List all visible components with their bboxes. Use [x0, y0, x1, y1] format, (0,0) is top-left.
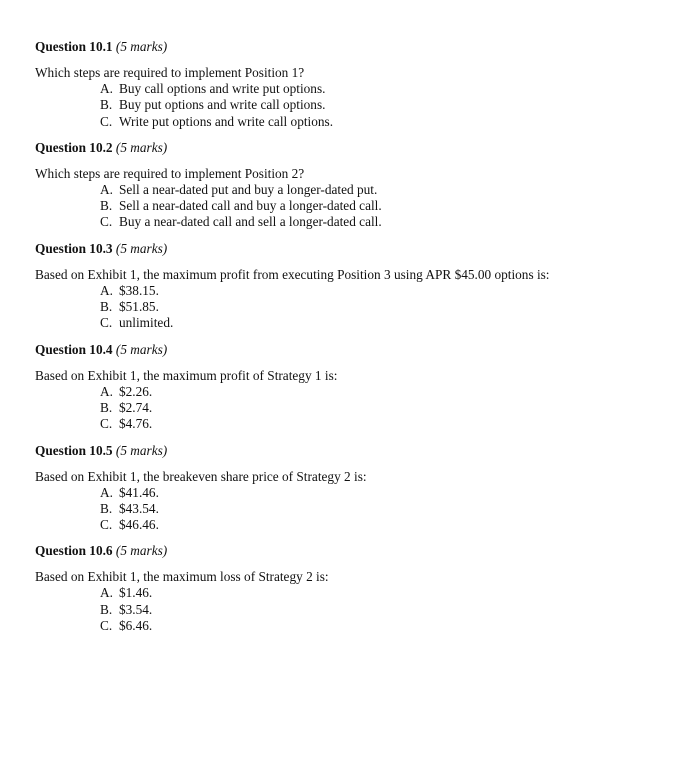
answer-option [35, 501, 675, 517]
option-text: $6.46. [119, 618, 153, 634]
answer-option [35, 416, 675, 432]
option-letter: C. [100, 618, 113, 634]
option-letter: A. [100, 585, 113, 601]
option-text: $2.26. [119, 383, 153, 399]
option-text: $2.74. [119, 399, 153, 415]
option-letter: A. [100, 383, 113, 399]
question-marks: (5 marks) [115, 39, 168, 54]
option-text: $41.46. [119, 484, 159, 500]
option-letter: B. [100, 500, 113, 516]
option-letter: B. [100, 399, 113, 415]
answer-option [35, 97, 675, 113]
question-block [35, 542, 675, 634]
question-block [35, 38, 675, 130]
question-heading [35, 240, 675, 258]
option-letter: C. [100, 113, 113, 129]
question-marks: (5 marks) [115, 139, 168, 155]
document-page [35, 38, 675, 643]
question-heading [35, 341, 675, 359]
option-text: $4.76. [119, 416, 153, 432]
answer-option [35, 182, 675, 198]
question-block [35, 341, 675, 433]
option-text: Buy a near-dated call and sell a longer-dated call. [119, 214, 382, 230]
question-heading [35, 139, 675, 157]
question-stem: Which steps are required to implement Position 2? [35, 165, 305, 181]
answer-option [35, 114, 675, 130]
question-stem: Based on Exhibit 1, the breakeven share price of Strategy 2 is: [35, 468, 367, 484]
question-number: Question 10.6 [35, 543, 113, 559]
answer-option [35, 602, 675, 618]
option-letter: C. [100, 315, 113, 331]
question-number: Question 10.5 [35, 442, 113, 458]
option-text: Sell a near-dated call and buy a longer-dated call. [119, 198, 382, 214]
option-letter: B. [100, 97, 113, 113]
option-text: Buy call options and write put options. [119, 81, 326, 96]
question-heading [35, 38, 675, 56]
option-letter: B. [100, 601, 113, 617]
answer-option [35, 618, 675, 634]
answer-option [35, 585, 675, 601]
question-marks: (5 marks) [115, 341, 168, 357]
option-text: $3.54. [119, 601, 153, 617]
option-letter: A. [100, 484, 113, 500]
answer-option [35, 299, 675, 315]
option-text: Buy put options and write call options. [119, 97, 326, 113]
question-number: Question 10.3 [35, 240, 113, 256]
option-letter: C. [100, 517, 113, 533]
option-letter: A. [100, 181, 113, 197]
answer-option [35, 81, 675, 97]
option-text: $38.15. [119, 282, 159, 298]
question-marks: (5 marks) [115, 442, 168, 458]
question-stem: Based on Exhibit 1, the maximum loss of Strategy 2 is: [35, 569, 329, 585]
option-text: $43.54. [119, 500, 159, 516]
question-block [35, 240, 675, 332]
question-block [35, 442, 675, 534]
question-number: Question 10.2 [35, 139, 113, 155]
question-heading [35, 442, 675, 460]
question-number: Question 10.1 [35, 39, 113, 54]
option-letter: C. [100, 416, 113, 432]
answer-option [35, 283, 675, 299]
question-stem: Based on Exhibit 1, the maximum profit of Strategy 1 is: [35, 367, 338, 383]
option-text: unlimited. [119, 315, 174, 331]
answer-option [35, 198, 675, 214]
question-heading [35, 542, 675, 560]
question-number: Question 10.4 [35, 341, 113, 357]
question-marks: (5 marks) [115, 240, 168, 256]
answer-option [35, 400, 675, 416]
question-block [35, 139, 675, 231]
answer-option [35, 517, 675, 533]
answer-option [35, 214, 675, 230]
option-letter: A. [100, 81, 113, 96]
option-letter: C. [100, 214, 113, 230]
option-text: Write put options and write call options. [119, 113, 334, 129]
question-stem: Which steps are required to implement Position 1? [35, 65, 305, 80]
option-text: $1.46. [119, 585, 153, 601]
option-text: $51.85. [119, 299, 159, 315]
question-marks: (5 marks) [115, 543, 168, 559]
question-stem: Based on Exhibit 1, the maximum profit from executing Position 3 using APR $45.00 options is: [35, 266, 550, 282]
option-letter: A. [100, 282, 113, 298]
option-text: $46.46. [119, 517, 159, 533]
answer-option [35, 384, 675, 400]
answer-option [35, 315, 675, 331]
option-letter: B. [100, 198, 113, 214]
option-letter: B. [100, 299, 113, 315]
answer-option [35, 485, 675, 501]
option-text: Sell a near-dated put and buy a longer-dated put. [119, 181, 378, 197]
